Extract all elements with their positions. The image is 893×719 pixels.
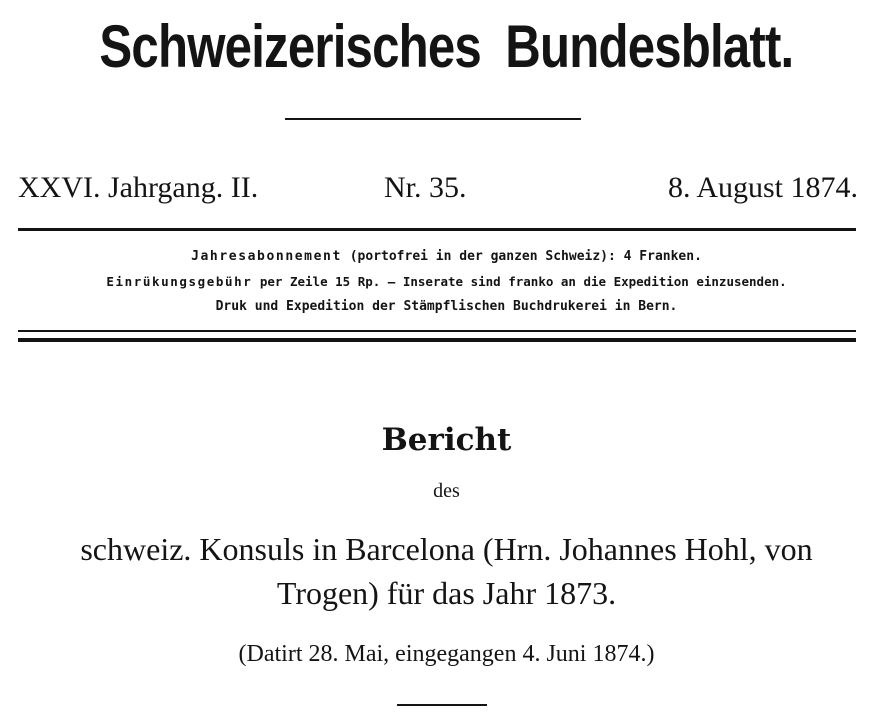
subscription-line bbox=[0, 247, 893, 267]
insertion-line bbox=[0, 272, 893, 292]
issue-line bbox=[18, 168, 858, 208]
article-divider-rule bbox=[397, 704, 487, 706]
masthead-rule bbox=[285, 118, 581, 120]
issue-number: Nr. 35. bbox=[384, 171, 467, 204]
issue-rule bbox=[18, 228, 856, 231]
article-dated-note: (Datirt 28. Mai, eingegangen 4. Juni 1874.) bbox=[238, 641, 655, 667]
subscription-label: Jahresabonnement bbox=[191, 249, 342, 264]
insertion-text: per Zeile 15 Rp. — Inserate sind franko an die Expedition einzusenden. bbox=[252, 274, 787, 289]
subscription-text: (portofrei in der ganzen Schweiz): 4 Franken. bbox=[341, 249, 702, 264]
header-double-rule-top bbox=[18, 330, 856, 332]
insertion-label: Einrükungsgebühr bbox=[106, 274, 253, 289]
article-connector: des bbox=[433, 480, 460, 502]
article-title-line2: Trogen) für das Jahr 1873. bbox=[276, 575, 617, 611]
masthead-title: Schweizerisches Bundesblatt. bbox=[99, 13, 794, 80]
article-heading: Bericht bbox=[381, 422, 512, 458]
header-double-rule-bottom bbox=[18, 338, 856, 342]
printing-line: Druk und Expedition der Stämpflischen Buchdrukerei in Bern. bbox=[215, 299, 678, 314]
volume-label: XXVI. Jahrgang. II. bbox=[18, 171, 259, 204]
issue-date: 8. August 1874. bbox=[667, 171, 858, 204]
article-title-line1: schweiz. Konsuls in Barcelona (Hrn. Johannes Hohl, von bbox=[80, 531, 813, 567]
